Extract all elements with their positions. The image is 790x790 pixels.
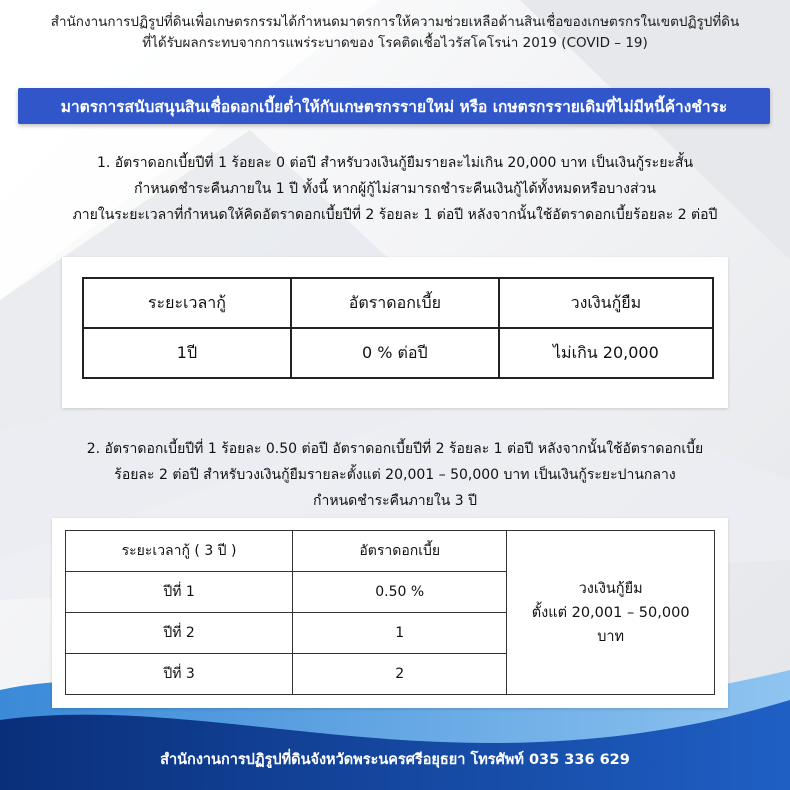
section-2-line-1: 2. อัตราดอกเบี้ยปีที่ 1 ร้อยละ 0.50 ต่อปี อัตราดอกเบี้ยปีที่ 2 ร้อยละ 1 ต่อปี หลังจากนั้นใช้อัตราดอกเบี้ย [86, 441, 704, 457]
limit-range: ตั้งแต่ 20,001 – 50,000 [531, 604, 690, 621]
header-line-1: สำนักงานการปฏิรูปที่ดินเพื่อเกษตรกรรมได้กำหนดมาตรการให้ความช่วยเหลือด้านสินเชื่อของเกษตรกรในเขตปฏิรูปที่ดิน [50, 14, 740, 30]
footer-contact: สำนักงานการปฏิรูปที่ดินจังหวัดพระนครศรีอยุธยา โทรศัพท์ 035 336 629 [160, 752, 630, 768]
header-cell-period: ระยะเวลากู้ [83, 278, 291, 328]
cell-rate: 2 [293, 654, 507, 695]
section-1-table-card [62, 257, 728, 408]
section-1-table [82, 277, 714, 379]
cell-period: ปีที่ 3 [66, 654, 293, 695]
cell-rate: 0 % ต่อปี [291, 328, 499, 378]
header-line-2: ที่ได้รับผลกระทบจากการแพร่ระบาดของ โรคติดเชื้อไวรัสโคโรน่า 2019 (COVID – 19) [142, 35, 648, 51]
cell-rate: 0.50 % [293, 572, 507, 613]
cell-limit: ไม่เกิน 20,000 [499, 328, 713, 378]
section-1-line-2: กำหนดชำระคืนภายใน 1 ปี ทั้งนี้ หากผู้กู้ไม่สามารถชำระคืนเงินกู้ได้ทั้งหมดหรือบางส่วน [134, 181, 656, 197]
section-2-table-card [52, 518, 728, 708]
header-cell-rate: อัตราดอกเบี้ย [291, 278, 499, 328]
section-2-line-2: ร้อยละ 2 ต่อปี สำหรับวงเงินกู้ยืมรายละตั้งแต่ 20,001 – 50,000 บาท เป็นเงินกู้ระยะปานกลาง [114, 467, 676, 483]
cell-period: 1ปี [83, 328, 291, 378]
table-row [83, 328, 713, 378]
cell-period: ปีที่ 2 [66, 613, 293, 654]
cell-rate: 1 [293, 613, 507, 654]
merged-limit-cell [507, 531, 715, 695]
header-cell-rate: อัตราดอกเบี้ย [293, 531, 507, 572]
section-1-line-3: ภายในระยะเวลาที่กำหนดให้คิดอัตราดอกเบี้ยปีที่ 2 ร้อยละ 1 ต่อปี หลังจากนั้นใช้อัตราดอกเบี้ยร้อยละ 2 ต่อปี [72, 207, 718, 223]
cell-period: ปีที่ 1 [66, 572, 293, 613]
banner-title: มาตรการสนับสนุนสินเชื่อดอกเบี้ยต่ำให้กับเกษตรกรรายใหม่ หรือ เกษตรกรรายเดิมที่ไม่มีหนี้ค้างชำระ [18, 88, 770, 124]
section-2-line-3: กำหนดชำระคืนภายใน 3 ปี [313, 493, 477, 509]
section-2-table [65, 530, 715, 695]
table-header-row [83, 278, 713, 328]
limit-unit: บาท [597, 628, 625, 645]
header-cell-period: ระยะเวลากู้ ( 3 ปี ) [66, 531, 293, 572]
limit-label: วงเงินกู้ยืม [578, 580, 643, 597]
section-1-line-1: 1. อัตราดอกเบี้ยปีที่ 1 ร้อยละ 0 ต่อปี สำหรับวงเงินกู้ยืมรายละไม่เกิน 20,000 บาท เป็นเงินกู้ระยะสั้น [96, 155, 694, 171]
section-2-paragraph [8, 436, 782, 514]
section-1-paragraph [8, 150, 782, 228]
header-cell-limit: วงเงินกู้ยืม [499, 278, 713, 328]
table-header-row [66, 531, 715, 572]
header [10, 12, 780, 54]
